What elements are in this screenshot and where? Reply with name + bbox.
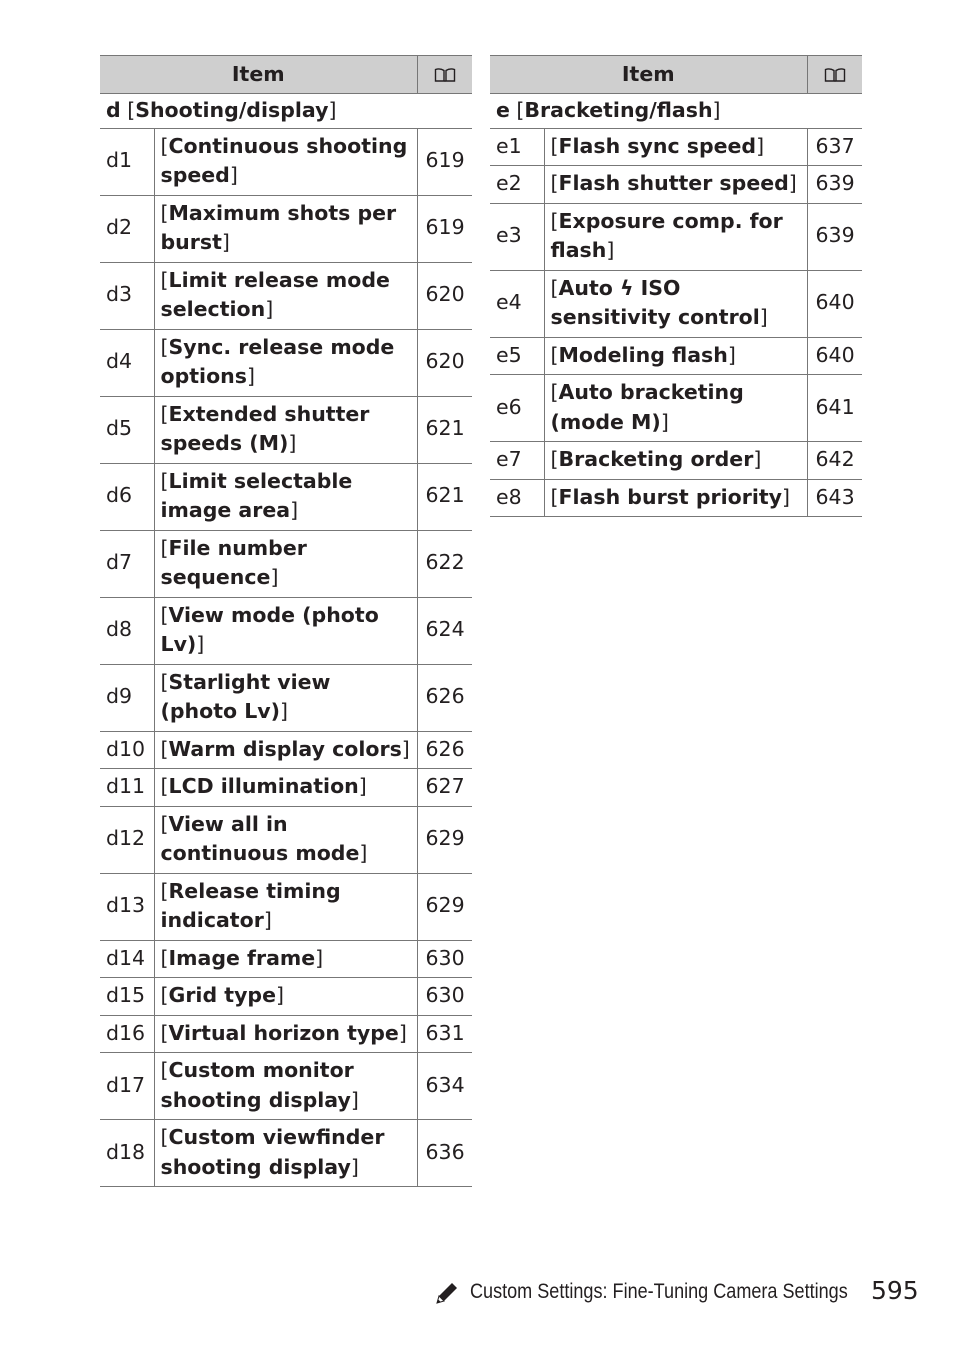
- setting-code: d4: [100, 329, 154, 396]
- group-name: Shooting/display: [135, 98, 329, 122]
- setting-name: Release timing indicator: [160, 878, 341, 932]
- group-heading: e [Bracketing/flash]: [490, 94, 862, 129]
- setting-code: d10: [100, 731, 154, 769]
- setting-name-cell: [Maximum shots per burst]: [154, 195, 417, 262]
- setting-name: Bracketing order: [558, 447, 754, 471]
- setting-name: Flash burst priority: [558, 484, 783, 509]
- setting-name: Exposure comp. for flash: [550, 208, 783, 262]
- setting-name: Limit release mode selection: [160, 267, 390, 321]
- page-reference: 630: [417, 978, 472, 1016]
- setting-name-cell: [Limit release mode selection]: [154, 262, 417, 329]
- page-reference: 630: [417, 940, 472, 978]
- setting-code: d3: [100, 262, 154, 329]
- table-row: [100, 396, 472, 463]
- setting-name: Grid type: [168, 983, 277, 1007]
- setting-name: Flash sync speed: [558, 133, 757, 158]
- table-row: [100, 1120, 472, 1187]
- group-heading-row: [490, 94, 862, 129]
- setting-name-cell: [LCD illumination]: [154, 769, 417, 807]
- page-reference: 634: [417, 1053, 472, 1120]
- setting-name: Sync. release mode options: [160, 334, 395, 388]
- setting-name-cell: [Bracketing order]: [544, 442, 807, 480]
- setting-name: Maximum shots per burst: [160, 200, 397, 254]
- page-reference-column-header: [417, 56, 472, 94]
- table-row: [490, 375, 862, 442]
- setting-name: File number sequence: [160, 535, 307, 589]
- setting-name-cell: [Custom viewfinder shooting display]: [154, 1120, 417, 1187]
- page-reference: 629: [417, 873, 472, 940]
- page-reference: 640: [807, 337, 862, 375]
- setting-code: d8: [100, 597, 154, 664]
- page-reference: 642: [807, 442, 862, 480]
- page-reference: 636: [417, 1120, 472, 1187]
- page-reference: 639: [807, 166, 862, 204]
- setting-name-cell: [View all in continuous mode]: [154, 806, 417, 873]
- table-row: [100, 329, 472, 396]
- page-reference: 619: [417, 195, 472, 262]
- table-row: [100, 873, 472, 940]
- setting-code: d17: [100, 1053, 154, 1120]
- table-header-row: [100, 56, 472, 94]
- setting-name: Auto ϟ ISO sensitivity control: [550, 275, 760, 329]
- setting-code: e2: [490, 166, 544, 204]
- book-icon: [434, 67, 456, 83]
- setting-name: Starlight view (photo Lv): [160, 669, 331, 723]
- setting-name-cell: [Exposure comp. for flash]: [544, 203, 807, 270]
- table-header-row: [490, 56, 862, 94]
- table-row: [100, 128, 472, 195]
- setting-name-cell: [Extended shutter speeds (M)]: [154, 396, 417, 463]
- setting-name-cell: [Flash shutter speed]: [544, 166, 807, 204]
- setting-name-cell: [Limit selectable image area]: [154, 463, 417, 530]
- setting-name: Virtual horizon type: [168, 1020, 399, 1045]
- page-reference: 621: [417, 396, 472, 463]
- setting-code: d18: [100, 1120, 154, 1187]
- page-reference: 619: [417, 128, 472, 195]
- setting-code: e3: [490, 203, 544, 270]
- setting-name-cell: [Warm display colors]: [154, 731, 417, 769]
- page-reference: 643: [807, 479, 862, 517]
- setting-name-cell: [Flash burst priority]: [544, 479, 807, 517]
- setting-name: Extended shutter speeds (M): [160, 401, 370, 455]
- setting-name: Warm display colors: [168, 736, 402, 761]
- setting-name: Custom viewfinder shooting display: [160, 1125, 385, 1179]
- table-row: [490, 479, 862, 517]
- setting-name: Custom monitor shooting display: [160, 1058, 354, 1112]
- table-row: [100, 1015, 472, 1053]
- page-number: 595: [871, 1276, 919, 1305]
- setting-code: e7: [490, 442, 544, 480]
- item-column-header: Item: [100, 56, 417, 94]
- page-reference: 626: [417, 731, 472, 769]
- custom-settings-table-d: [100, 55, 472, 1187]
- page-footer: [0, 1276, 954, 1312]
- page-reference: 640: [807, 270, 862, 337]
- setting-name-cell: [Modeling flash]: [544, 337, 807, 375]
- table-row: [100, 769, 472, 807]
- table-row: [490, 270, 862, 337]
- page-reference: 639: [807, 203, 862, 270]
- setting-code: d14: [100, 940, 154, 978]
- setting-name: Auto bracketing (mode M): [550, 380, 744, 434]
- setting-name: View mode (photo Lv): [160, 602, 379, 656]
- setting-name: LCD illumination: [168, 774, 359, 798]
- page-reference: 637: [807, 128, 862, 166]
- page-reference: 621: [417, 463, 472, 530]
- setting-name-cell: [Sync. release mode options]: [154, 329, 417, 396]
- page-reference: 622: [417, 530, 472, 597]
- page-reference: 626: [417, 664, 472, 731]
- custom-settings-table-e: [490, 55, 862, 517]
- setting-code: e6: [490, 375, 544, 442]
- pencil-icon: [434, 1280, 460, 1306]
- setting-name-cell: [Image frame]: [154, 940, 417, 978]
- book-icon: [824, 67, 846, 83]
- setting-code: d15: [100, 978, 154, 1016]
- table-row: [490, 128, 862, 166]
- setting-name-cell: [View mode (photo Lv)]: [154, 597, 417, 664]
- table-row: [100, 806, 472, 873]
- setting-name-cell: [Auto ϟ ISO sensitivity control]: [544, 270, 807, 337]
- page-reference: 624: [417, 597, 472, 664]
- page-reference: 629: [417, 806, 472, 873]
- item-column-header: Item: [490, 56, 807, 94]
- table-row: [100, 262, 472, 329]
- setting-name-cell: [Release timing indicator]: [154, 873, 417, 940]
- setting-name-cell: [Grid type]: [154, 978, 417, 1016]
- table-row: [100, 195, 472, 262]
- setting-code: d11: [100, 769, 154, 807]
- table-row: [100, 978, 472, 1016]
- table-row: [100, 530, 472, 597]
- setting-name-cell: [Auto bracketing (mode M)]: [544, 375, 807, 442]
- group-letter: e: [496, 98, 510, 122]
- page-reference: 620: [417, 329, 472, 396]
- setting-name: Continuous shooting speed: [160, 133, 408, 187]
- group-name: Bracketing/flash: [524, 98, 713, 122]
- page-reference: 631: [417, 1015, 472, 1053]
- setting-name: View all in continuous mode: [160, 811, 360, 865]
- table-row: [100, 664, 472, 731]
- setting-name-cell: [Flash sync speed]: [544, 128, 807, 166]
- group-heading-row: [100, 94, 472, 129]
- table-row: [490, 203, 862, 270]
- setting-name-cell: [Starlight view (photo Lv)]: [154, 664, 417, 731]
- setting-code: d5: [100, 396, 154, 463]
- setting-name-cell: [Continuous shooting speed]: [154, 128, 417, 195]
- page-reference: 620: [417, 262, 472, 329]
- setting-code: d6: [100, 463, 154, 530]
- setting-code: d16: [100, 1015, 154, 1053]
- setting-code: d7: [100, 530, 154, 597]
- setting-code: e4: [490, 270, 544, 337]
- table-row: [490, 337, 862, 375]
- setting-name-cell: [File number sequence]: [154, 530, 417, 597]
- setting-code: d9: [100, 664, 154, 731]
- setting-code: d13: [100, 873, 154, 940]
- setting-name: Image frame: [168, 945, 316, 970]
- setting-code: e5: [490, 337, 544, 375]
- setting-name: Limit selectable image area: [160, 468, 353, 522]
- page-reference: 627: [417, 769, 472, 807]
- setting-name-cell: [Custom monitor shooting display]: [154, 1053, 417, 1120]
- setting-code: d2: [100, 195, 154, 262]
- table-row: [490, 166, 862, 204]
- footer-section-title: Custom Settings: Fine-Tuning Camera Settings: [470, 1280, 848, 1303]
- page-reference-column-header: [807, 56, 862, 94]
- setting-code: d1: [100, 128, 154, 195]
- setting-name: Flash shutter speed: [558, 171, 789, 195]
- table-row: [100, 731, 472, 769]
- group-letter: d: [106, 98, 121, 122]
- page-reference: 641: [807, 375, 862, 442]
- table-row: [490, 442, 862, 480]
- table-row: [100, 940, 472, 978]
- setting-code: e8: [490, 479, 544, 517]
- group-heading: d [Shooting/display]: [100, 94, 472, 129]
- setting-name-cell: [Virtual horizon type]: [154, 1015, 417, 1053]
- setting-name: Modeling flash: [558, 342, 728, 367]
- table-row: [100, 597, 472, 664]
- setting-code: e1: [490, 128, 544, 166]
- setting-code: d12: [100, 806, 154, 873]
- table-row: [100, 463, 472, 530]
- table-row: [100, 1053, 472, 1120]
